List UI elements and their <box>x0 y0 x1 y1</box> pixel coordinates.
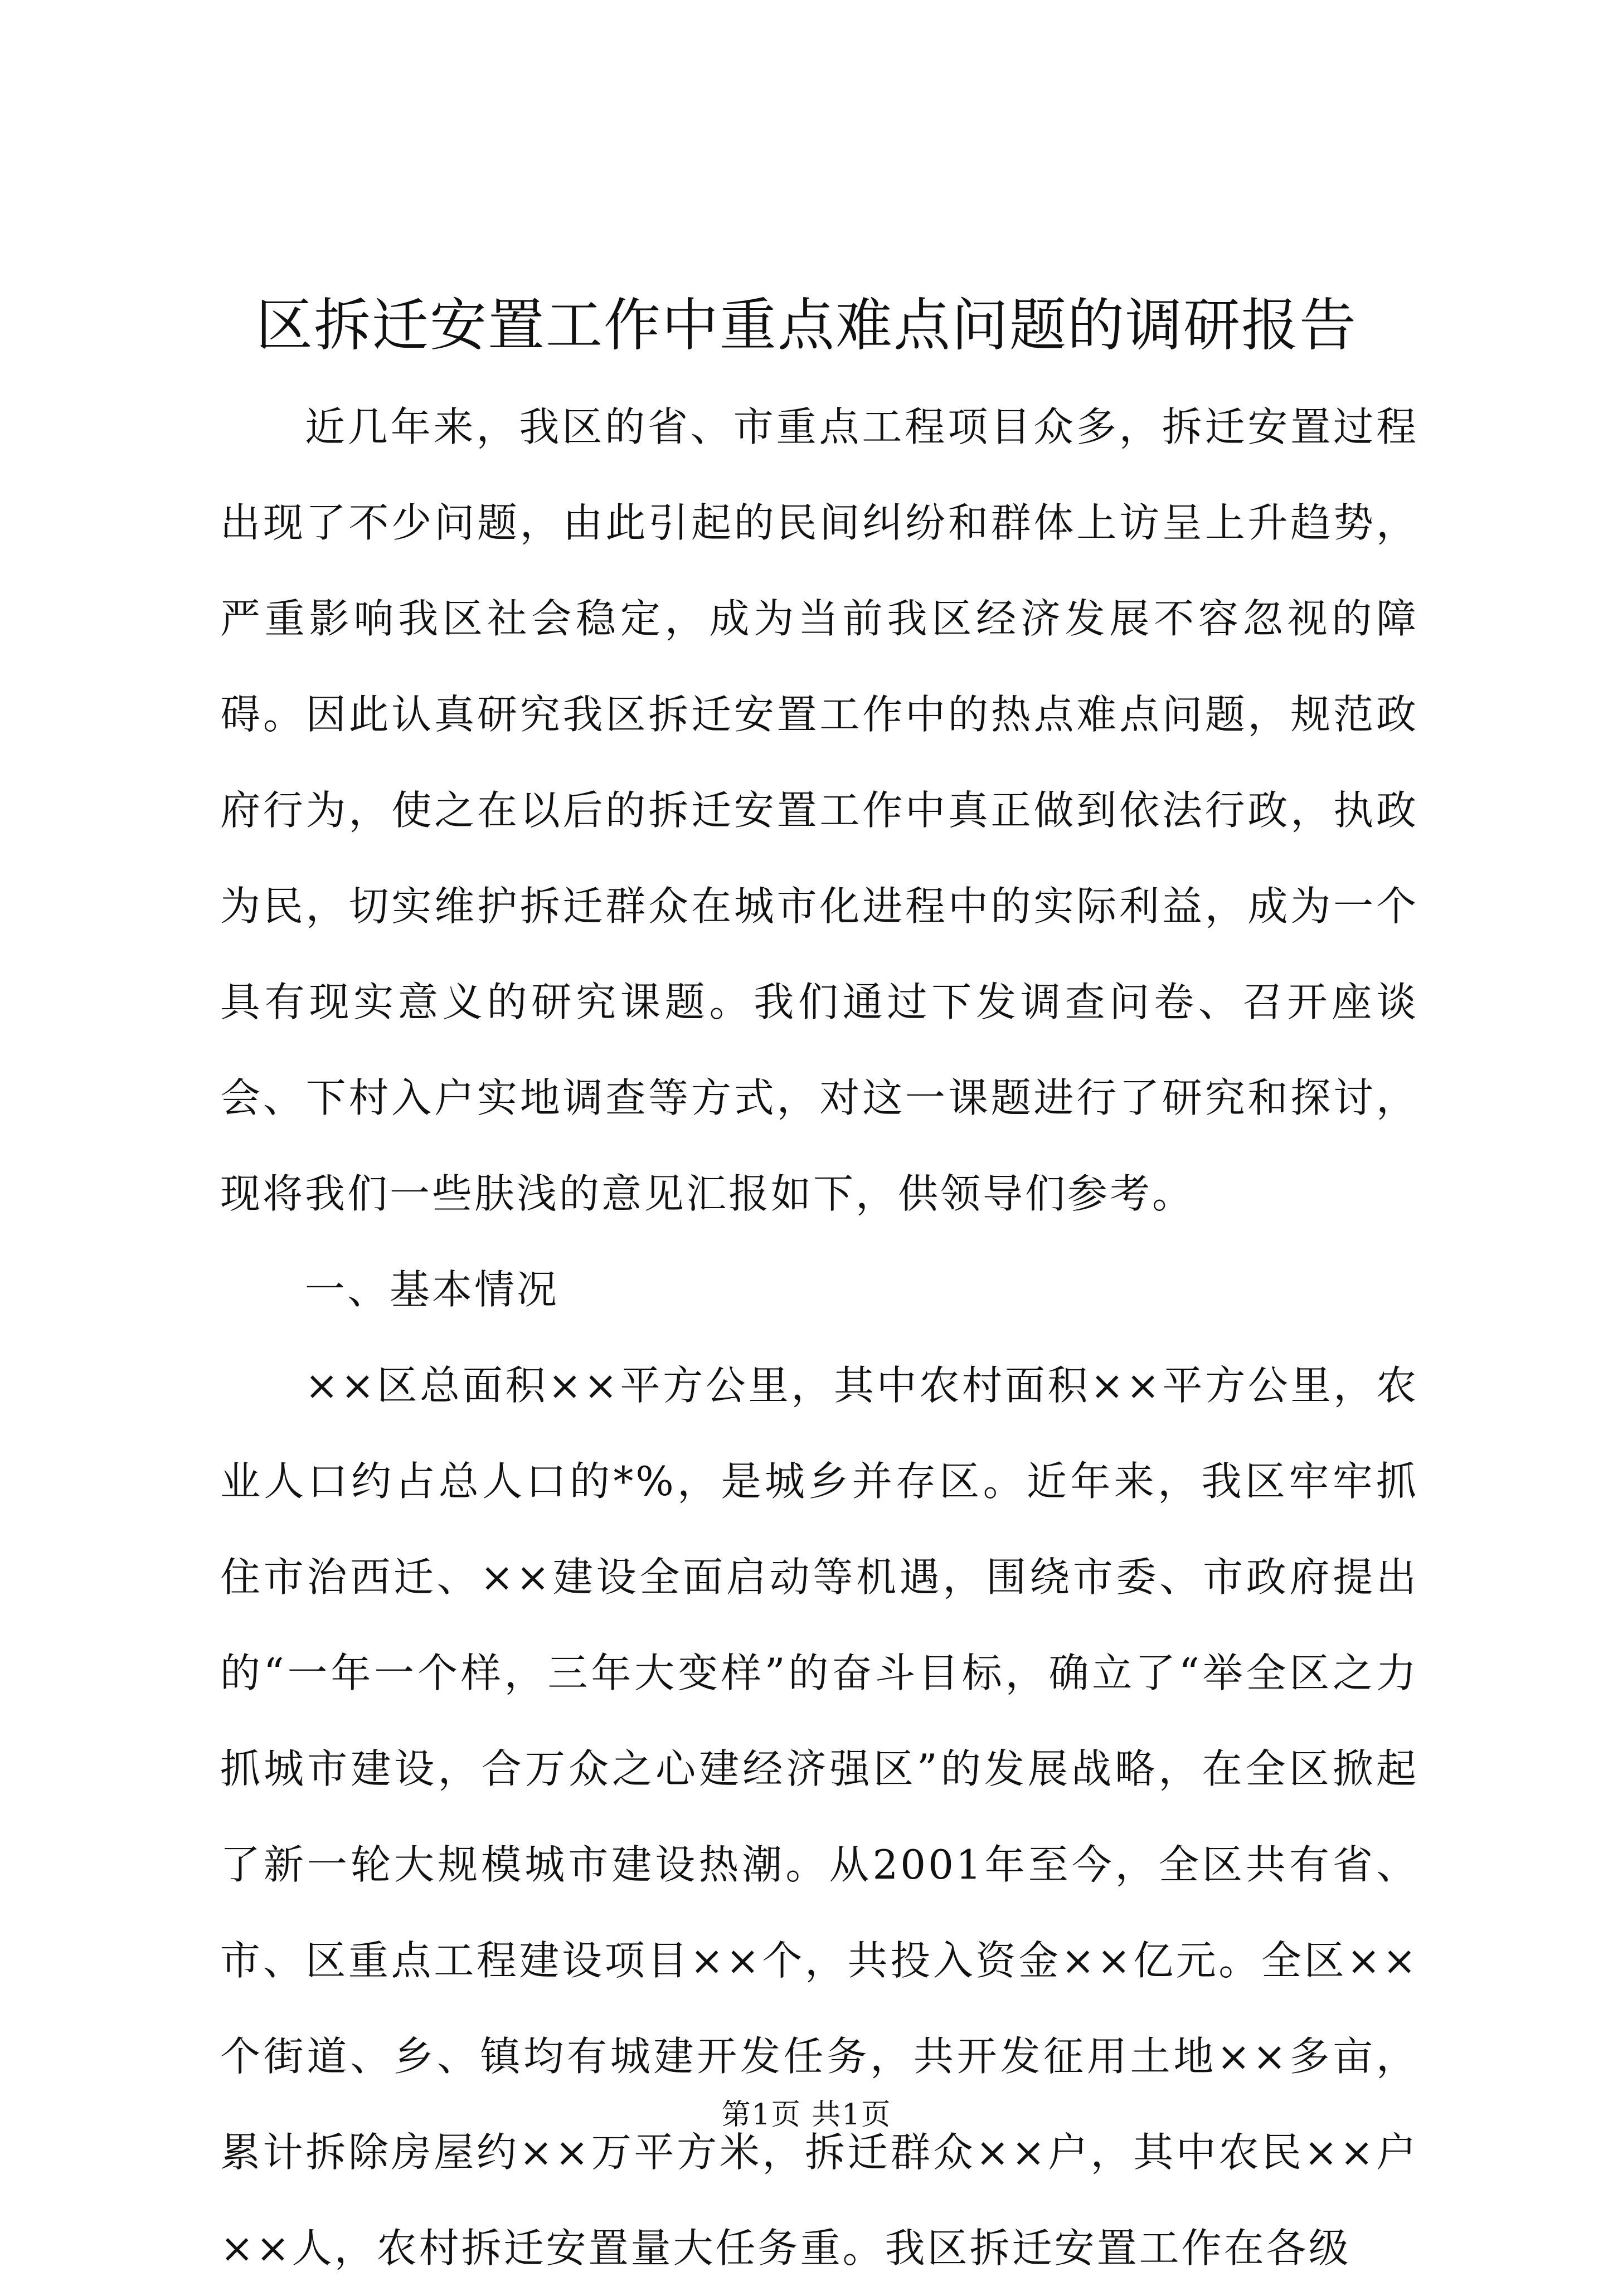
document-title: 区拆迁安置工作中重点难点问题的调研报告 <box>256 293 1357 359</box>
section-heading-basic-situation: 一、基本情况 <box>305 1266 560 1313</box>
page-number-footer: 第1页 共1页 <box>721 2098 892 2132</box>
basic-situation-paragraph: ××区总面积××平方公里，其中农村面积××平方公里，农业人口约占总人口的*%，是城乡并存区。近年来，我区牢牢抓住市治西迁、××建设全面启动等机遇，围绕市委、市政府提出的“一年一个样，三年大变样”的奋斗目标，确立了“举全区之力抓城市建设，合万众之心建经济强区”的发展战略，在全区掀起了新一轮大规模城市建设热潮。从2001年至今，全区共有省、市、区重点工程建设项目××个，共投入资金××亿元。全区××个街道、乡、镇均有城建开发任务，共开发征用土地××多亩，累计拆除房屋约××万平方米，拆迁群众××户，其中农民××户××人，农村拆迁安置量大任务重。我区拆迁安置工作在各级 <box>220 1362 1418 2271</box>
document-body <box>220 379 1418 2296</box>
intro-paragraph: 近几年来，我区的省、市重点工程项目众多，拆迁安置过程出现了不少问题，由此引起的民间纠纷和群体上访呈上升趋势，严重影响我区社会稳定，成为当前我区经济发展不容忽视的障碍。因此认真研究我区拆迁安置工作中的热点难点问题，规范政府行为，使之在以后的拆迁安置工作中真正做到依法行政，执政为民，切实维护拆迁群众在城市化进程中的实际利益，成为一个具有现实意义的研究课题。我们通过下发调查问卷、召开座谈会、下村入户实地调查等方式，对这一课题进行了研究和探讨，现将我们一些肤浅的意见汇报如下，供领导们参考。 <box>220 403 1418 1217</box>
